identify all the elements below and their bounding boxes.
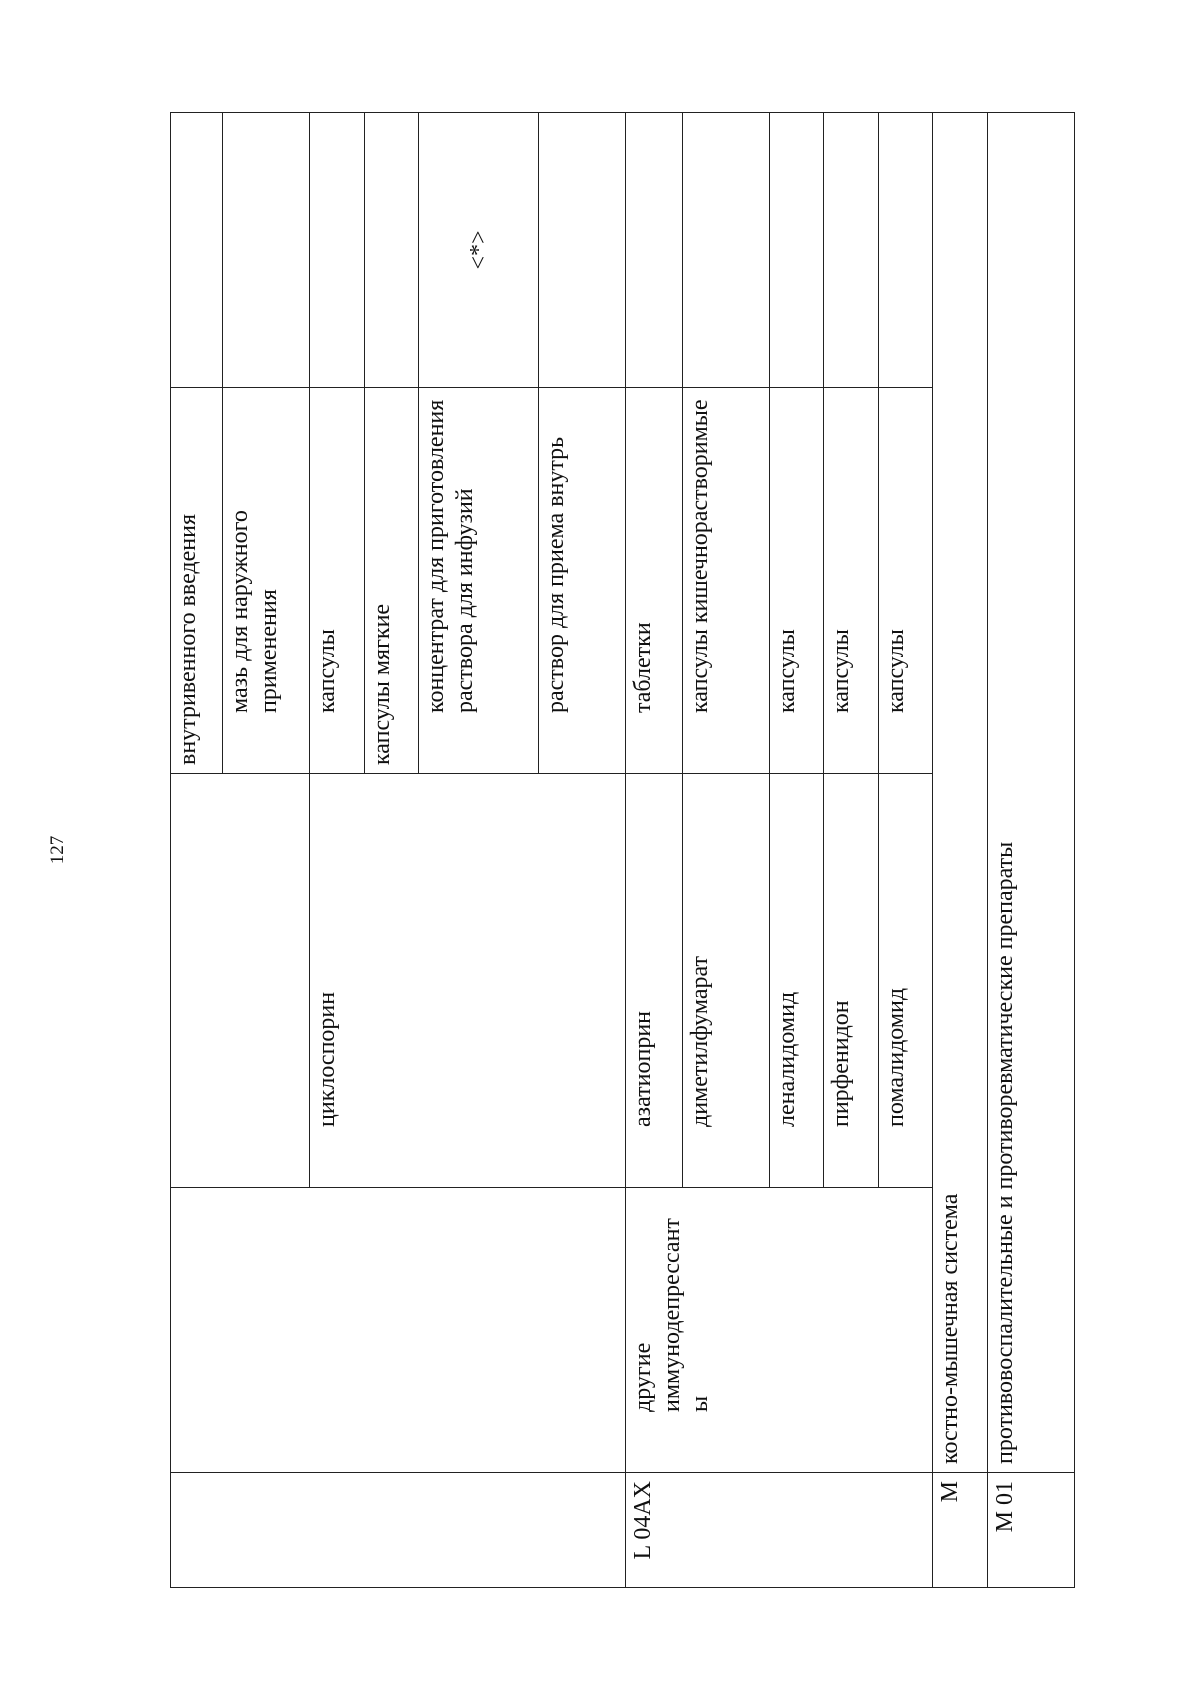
dosage-form-cell: капсулы — [824, 388, 878, 774]
page-number: 127 — [47, 835, 68, 865]
group-cell — [171, 1188, 626, 1473]
table-row — [933, 113, 987, 1588]
drug-name-cell: диметилфумарат — [682, 774, 769, 1188]
code-cell — [171, 1473, 626, 1588]
dosage-form-cell: капсулы кишечнорастворимые — [682, 388, 769, 774]
note-cell — [878, 113, 932, 388]
atc-code-cell: M — [933, 1473, 987, 1588]
table-row — [987, 113, 1074, 1588]
drug-name-cell: леналидомид — [769, 774, 823, 1188]
note-cell — [682, 113, 769, 388]
note-cell — [626, 113, 683, 388]
drug-name-cell: циклоспорин — [310, 774, 626, 1188]
atc-code-cell: M 01 — [987, 1473, 1074, 1588]
dosage-form-cell: таблетки — [626, 388, 683, 774]
drug-name-cell: пирфенидон — [824, 774, 878, 1188]
drug-list-table — [170, 112, 1075, 1588]
atc-code-cell: L 04AX — [626, 1473, 933, 1588]
group-name-cell: другие иммунодепрессант ы — [626, 1188, 933, 1473]
document-table-container — [170, 113, 1075, 1588]
dosage-form-cell: капсулы — [878, 388, 932, 774]
table-row — [171, 113, 223, 1588]
note-cell — [824, 113, 878, 388]
note-cell — [364, 113, 418, 388]
note-cell — [310, 113, 364, 388]
category-description-cell: противовоспалительные и противоревматические препараты — [987, 113, 1074, 1473]
dosage-form-cell: концентрат для приготовления раствора для инфузий — [419, 388, 539, 774]
dosage-form-cell: капсулы — [769, 388, 823, 774]
dosage-form-cell: раствор для приема внутрь — [539, 388, 626, 774]
category-description-cell: костно-мышечная система — [933, 113, 987, 1473]
dosage-form-cell: капсулы мягкие — [364, 388, 418, 774]
dosage-form-cell: капсулы — [310, 388, 364, 774]
note-cell — [539, 113, 626, 388]
drug-name-cell: помалидомид — [878, 774, 932, 1188]
note-cell — [171, 113, 223, 388]
note-cell: <*> — [419, 113, 539, 388]
dosage-form-cell: внутривенного введения — [171, 388, 223, 774]
note-cell — [223, 113, 310, 388]
drug-name-cell — [171, 774, 310, 1188]
note-cell — [769, 113, 823, 388]
drug-name-cell: азатиоприн — [626, 774, 683, 1188]
dosage-form-cell: мазь для наружного применения — [223, 388, 310, 774]
table-row — [626, 113, 683, 1588]
